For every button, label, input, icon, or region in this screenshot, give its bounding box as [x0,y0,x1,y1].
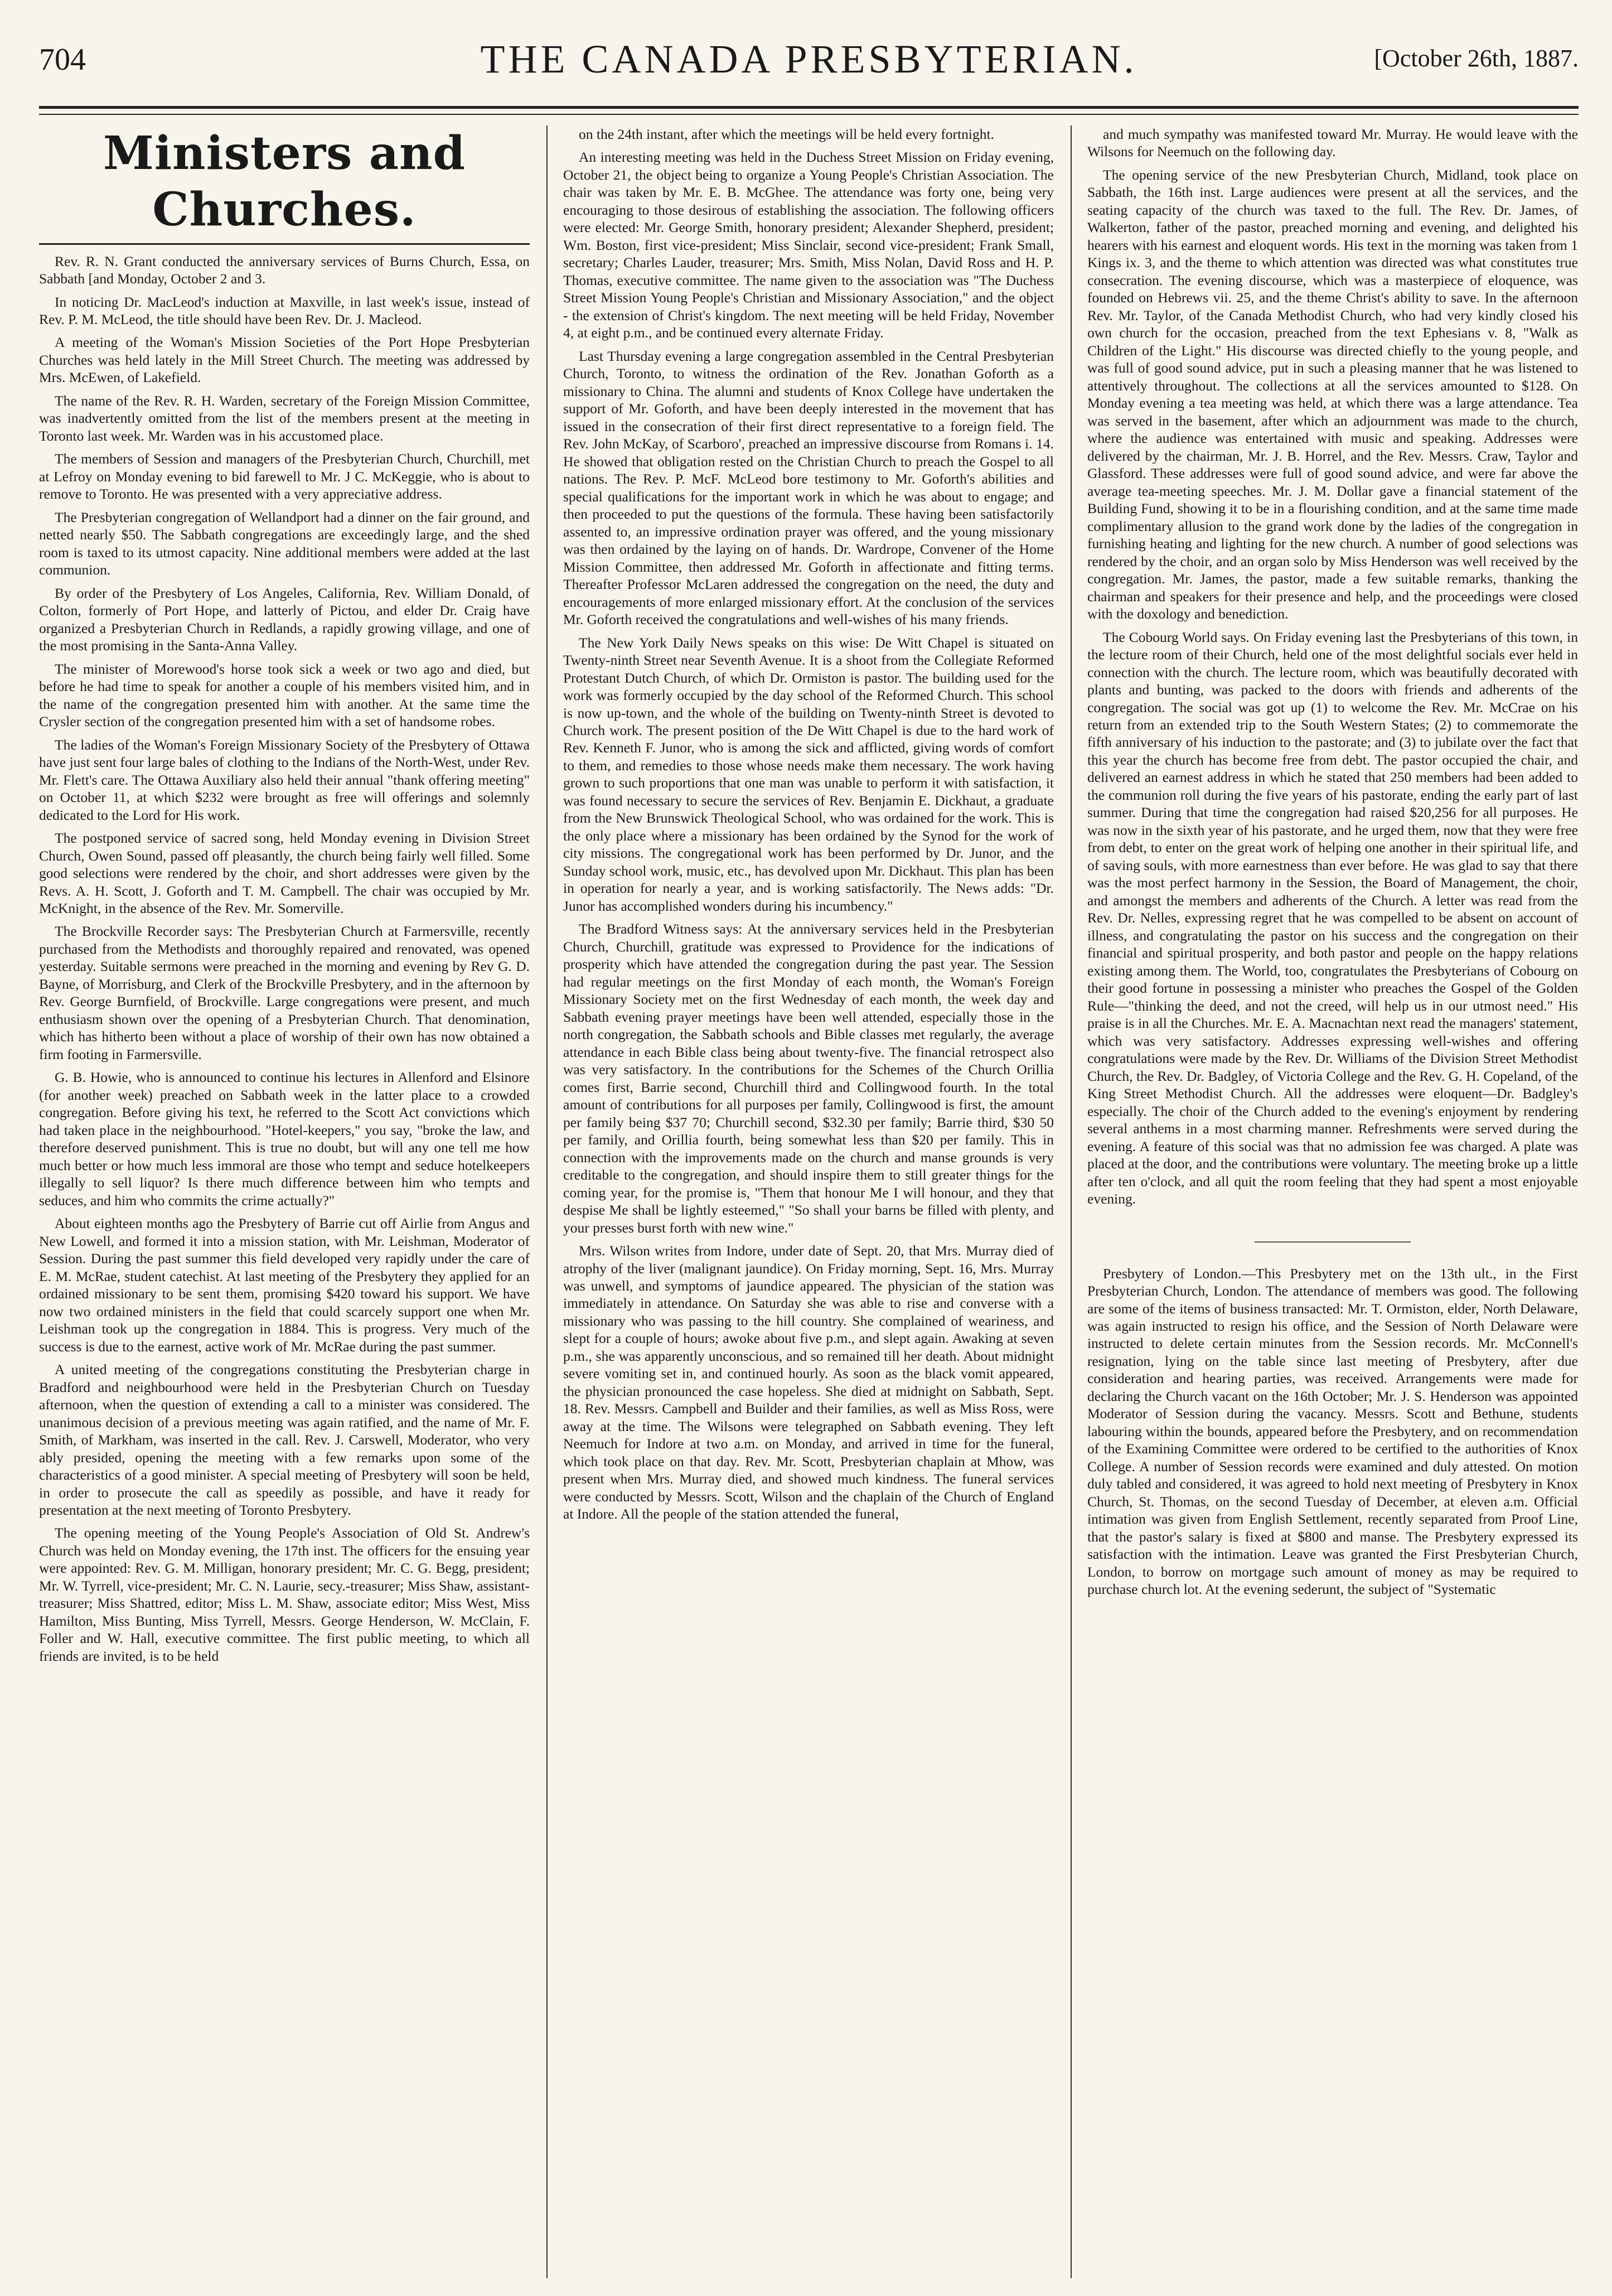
news-item: Presbytery of London.—This Presbytery met on the 13th ult., in the First Presbyterian Church, London. The attendance of members was good. The following are some of the items of business transacted: Mr. T. Ormiston, elder, North Delaware, was again instructed to resign his office, and the Session of North Delaware were instructed to delete certain minutes from the Session records. Mr. McConnell's resignation, lying on the table since last meeting of Presbytery, after due consideration and hearing parties, was received. Arrangements were made for declaring the Church vacant on the 16th October; Mr. J. S. Henderson was appointed Moderator of Session during the vacancy. Messrs. Scott and Bethune, students labouring within the bounds, appeared before the Presbytery, and on recommendation of the Examining Committee were ordered to be certified to the authorities of Knox College. A number of Session records were examined and duly attested. On motion duly tabled and considered, it was agreed to hold next meeting of Presbytery in Knox Church, St. Thomas, on the second Tuesday of December, at eleven a.m. Official intimation was given from English Settlement, recently separated from Proof Line, that the pastor's salary is fixed at $800 and manse. The Presbytery expressed its satisfaction with the intimation. Leave was granted the First Presbyterian Church, London, to borrow on mortgage such amount of money as may be required to purchase church lot. At the evening sederunt, the subject of "Systematic [1087,1265,1578,1598]
news-item: The Bradford Witness says: At the anniversary services held in the Presbyterian Church, Churchill, gratitude was expressed to Providence for the indications of prosperity which have attended the congregation during the past year. The Session had regular meetings on the first Monday of each month, the Woman's Foreign Missionary Society met on the first Wednesday of each month, the week day and Sabbath evening prayer meetings have been well attended, especially those in the north congregation, the Sabbath schools and Bible classes met regularly, the average attendance in each Bible class being about twenty-five. The financial retrospect also was very satisfactory. In the contributions for the Schemes of the Church Orillia comes first, Barrie second, Churchill third and Collingwood fourth. In the total amount of contributions for all purposes per family, Collingwood is first, the amount per family being $37 70; Churchill second, $32.30 per family; Barrie third, $30 50 per family, and Orillia fourth, being somewhat less than $20 per family. This in connection with the improvements made on the church and manse grounds is very creditable to the congregation, and should inspire them to still greater things for the coming year, for the promise is, "Them that honour Me I will honour, and they that despise Me shall be lightly esteemed," "So shall your barns be filled with plenty, and your presses burst forth with new wine." [563,921,1054,1236]
news-item: Last Thursday evening a large congregation assembled in the Central Presbyterian Church, Toronto, to witness the ordination of the Rev. Jonathan Goforth as a missionary to China. The alumni and students of Knox College have undertaken the support of Mr. Goforth, and have been deeply interested in the movement that has issued in the consecration of their first direct representative to a foreign field. The Rev. John McKay, of Scarboro', preached an impressive discourse from Romans i. 14. He showed that obligation rested on the Christian Church to preach the Gospel to all nations. The Rev. P. McF. McLeod bore testimony to Mr. Goforth's abilities and special qualifications for the important work in which he was about to engage; and then proceeded to put the questions of the formula. These having been satisfactorily assented to, an impressive ordination prayer was offered, and the young missionary was then ordained by the laying on of hands. Dr. Wardrope, Convener of the Home Mission Committee, then addressed Mr. Goforth in affectionate and fitting terms. Thereafter Professor McLaren addressed the congregation on the need, the duty and encouragements of more enlarged missionary effort. At the conclusion of the services Mr. Goforth received the congratulations and well-wishes of his many friends. [563,347,1054,628]
header-rule-thin [39,114,1579,115]
news-item: The Presbyterian congregation of Wellandport had a dinner on the fair ground, and netted nearly $50. The Sabbath congregations are exceedingly large, and the shed room is taxed to its utmost capacity. Nine additional members were added at the last communion. [39,509,530,578]
column-3 [1087,125,1578,2278]
news-item: The opening service of the new Presbyterian Church, Midland, took place on Sabbath, the 16th inst. Large audiences were present at all the services, and the seating capacity of the church was taxed to the full. The Rev. Dr. James, of Walkerton, father of the pastor, preached morning and evening, and delighted his hearers with his earnest and eloquent words. His text in the morning was taken from 1 Kings ix. 3, and the theme to which attention was directed was what constitutes true consecration. The evening discourse, which was a masterpiece of eloquence, was founded on Hebrews vii. 25, and the theme Christ's ability to save. In the afternoon Rev. Mr. Taylor, of the Canada Methodist Church, who had very kindly closed his own church for the occasion, preached from the text Ephesians v. 8, "Walk as Children of the Light." His discourse was directed chiefly to the young people, and was full of good sound advice, put in such a pleasing manner that he was listened to attentively throughout. The collections at all the services amounted to $128. On Monday evening a tea meeting was held, at which there was a large attendance. Tea was served in the basement, after which an adjournment was made to the church, where the audience was entertained with music and speaking. Addresses were delivered by the chairman, Mr. J. B. Horrel, and the Rev. Messrs. Craw, Taylor and Glassford. These addresses were full of good sound advice, and were far above the average tea-meeting speeches. Mr. J. M. Dollar gave a financial statement of the Building Fund, showing it to be in a flourishing condition, and at the same time made complimentary allusion to the grand work done by the ladies of the congregation in furnishing heating and lighting for the new church. A number of good selections was rendered by the choir, and an organ solo by Miss Henderson was well received by the congregation. Mr. James, the pastor, made a few suitable remarks, thanking the chairman and speakers for their presence and help, and the proceedings were closed with the doxology and benediction. [1087,166,1578,622]
issue-date: [October 26th, 1887. [1374,45,1579,72]
news-item: By order of the Presbytery of Los Angeles, California, Rev. William Donald, of Colton, formerly of Port Hope, and latterly of Pictou, and elder Dr. Craig have organized a Presbyterian Church in Redlands, a rapidly growing village, and one of the most promising in the Santa-Anna Valley. [39,584,530,654]
news-item: The ladies of the Woman's Foreign Missionary Society of the Presbytery of Ottawa have just sent four large bales of clothing to the Indians of the North-West, under Rev. Mr. Flett's care. The Ottawa Auxiliary also held their annual "thank offering meeting" on October 11, at which $232 were brought as free will offerings and solemnly dedicated to the Lord for His work. [39,736,530,823]
header-rule [39,106,1579,109]
column-divider [1071,125,1072,2278]
column-2 [563,125,1054,2278]
news-item: An interesting meeting was held in the Duchess Street Mission on Friday evening, October 21, the object being to organize a Young People's Christian Association. The chair was taken by Mr. E. B. McGhee. The attendance was forty one, being very encouraging to those desirous of establishing the association. The following officers were elected: Mr. George Smith, honorary president; Alexander Shepherd, president; Wm. Boston, first vice-president; Miss Sinclair, second vice-president; Frank Small, secretary; Charles Lauder, treasurer; Mrs. Smith, Miss Nolan, David Ross and H. P. Thomas, executive committee. The name given to the association was "The Duchess Street Mission Young People's Christian and Missionary Association," and the object - the extension of Christ's kingdom. The next meeting will be held Friday, November 4, at eight p.m., and be continued every alternate Friday. [563,149,1054,341]
news-item: Mrs. Wilson writes from Indore, under date of Sept. 20, that Mrs. Murray died of atrophy of the liver (malignant jaundice). On Friday morning, Sept. 16, Mrs. Murray was unwell, and symptoms of jaundice appeared. The physician of the station was immediately in attendance. On Saturday she was able to rise and converse with a missionary who was passing to the hill country. She complained of weariness, and slept for a couple of hours; awoke about five p.m., and slept again. Awaking at seven p.m., she was apparently unconscious, and so remained till her death. About midnight severe vomiting set in, and continued hourly. As soon as the black vomit appeared, the physician pronounced the case hopeless. She died at midnight on Sabbath, Sept. 18. Rev. Messrs. Campbell and Builder and their families, as well as Miss Ross, were away at the time. The Wilsons were telegraphed on Sabbath evening. They left Neemuch for Indore at two a.m. on Monday, and arrived in time for the funeral, which took place on that day. Rev. Mr. Scott, Presbyterian chaplain at Mhow, was present when Mrs. Murray died, and showed much kindness. The funeral services were conducted by Messrs. Scott, Wilson and the chaplain of the Church of England at Indore. All the people of the station attended the funeral, [563,1243,1054,1522]
page-number: 704 [39,42,86,77]
news-item: and much sympathy was manifested toward Mr. Murray. He would leave with the Wilsons for Neemuch on the following day. [1087,126,1578,160]
article-columns [39,125,1578,2278]
section-rule [39,243,530,245]
news-item: The Brockville Recorder says: The Presbyterian Church at Farmersville, recently purchased from the Methodists and thoroughly repaired and renovated, was opened yesterday. Suitable sermons were preached in the morning and evening by Rev G. D. Bayne, of Morrisburg, and Clerk of the Brockville Presbytery, and in the afternoon by Rev. George Burnfield, of Brockville. Large congregations were present, and much enthusiasm shown over the opening of a Presbyterian Church. That denomination, which has hitherto been without a place of worship of their own has now obtained a firm footing in Farmersville. [39,923,530,1062]
news-item: A united meeting of the congregations constituting the Presbyterian charge in Bradford and neighbourhood were held in the Presbyterian Church on Tuesday afternoon, when the question of extending a call to a minister was considered. The unanimous decision of a previous meeting was again ratified, and the name of Mr. F. Smith, of Markham, was inserted in the call. Rev. J. Carswell, Moderator, who very ably presided, opening the meeting with a few remarks upon some of the characteristics of a good minister. A special meeting of Presbytery will soon be held, in order to prosecute the call as speedily as possible, and have it ready for presentation at the next meeting of Toronto Presbytery. [39,1361,530,1518]
news-item: The Cobourg World says. On Friday evening last the Presbyterians of this town, in the lecture room of their Church, held one of the most delightful socials ever held in connection with the church. The lecture room, which was beautifully decorated with plants and bunting, was packed to the doors with friends and adherents of the congregation. The social was got up (1) to welcome the Rev. Mr. McCrae on his return from an extended trip to the South Western States; (2) to commemorate the fifth anniversary of his induction to the pastorate; and (3) to jubilate over the fact that this year the church has become free from debt. The pastor occupied the chair, and delivered an earnest address in which he stated that 250 members had been added to the communion roll during the five years of his pastorate, ending the early part of last summer. During that time the congregation had raised $20,256 for all purposes. He was now in the sixth year of his pastorate, and he urged them, now that they were free from debt, to enter on the great work of helping one another in their spiritual life, and of saving souls, with more earnestness than ever before. He was glad to say that there was the most perfect harmony in the Session, the Board of Management, the choir, and amongst the members and adherents of the Church. A letter was read from the Rev. Dr. Nelles, expressing regret that he was compelled to be absent on account of illness, and congratulating the pastor on his success and the congregation on their financial and spiritual prosperity, and both pastor and people on the happy relations existing among them. The World, too, congratulates the Presbyterians of Cobourg on their good fortune in possessing a minister who preaches the Gospel of the Golden Rule—"thinking the deed, and not the creed, will help us in our utmost need." His praise is in all the Churches. Mr. E. A. Macnachtan next read the managers' statement, which was very satisfactory. Addresses expressing well-wishes and offering congratulations were made by the Rev. Dr. Williams of the Division Street Methodist Church, the Rev. Dr. Badgley, of Victoria College and the Rev. G. H. Copeland, of the King Street Methodist Church. All the addresses were eloquent—Dr. Badgley's especially. The choir of the Church added to the evening's enjoyment by rendering several anthems in a most charming manner. Refreshments were served during the evening. A feature of this social was that no admission fee was charged. A plate was placed at the door, and the contributions were voluntary. The meeting broke up a little after ten o'clock, and all quit the room feeling that they had spent a most enjoyable evening. [1087,629,1578,1207]
news-item: About eighteen months ago the Presbytery of Barrie cut off Airlie from Angus and New Lowell, and formed it into a mission station, with Mr. Leishman, Moderator of Session. During the past summer this field developed very rapidly under the care of E. M. McRae, student catechist. At last meeting of the Presbytery they applied for an ordained missionary to be sent them, promising $420 toward his support. We have now two ordained ministers in the field that could scarcely support one when Mr. Leishman took up the congregation in 1884. This is progress. Very much of the success is due to the earnest, active work of Mr. McRae during the past summer. [39,1215,530,1355]
newspaper-title: THE CANADA PRESBYTERIAN. [480,37,1137,81]
column-divider [546,125,548,2278]
news-item: The members of Session and managers of the Presbyterian Church, Churchill, met at Lefroy on Monday evening to bid farewell to Mr. J C. McKeggie, who is about to remove to Toronto. He was presented with a very appreciative address. [39,451,530,502]
column-1 [39,125,530,2278]
news-item: G. B. Howie, who is announced to continue his lectures in Allenford and Elsinore (for another week) preached on Sabbath week in the latter place to a crowded congregation. Before giving his text, he referred to the Scott Act convictions which had taken place in the neighbourhood. "Hotel-keepers," you say, "broke the law, and therefore deserved punishment. This is true no doubt, but will any one tell me how much better or how much less immoral are those who tempt and seduce hotelkeepers illegally to sell liquor? Is there much difference between him who tempts and seduces, and him who commits the crime actually?" [39,1069,530,1209]
news-item: on the 24th instant, after which the meetings will be held every fortnight. [579,126,994,142]
news-item: The opening meeting of the Young People's Association of Old St. Andrew's Church was held on Monday evening, the 17th inst. The officers for the ensuing year were appointed: Rev. G. M. Milligan, honorary president; Mr. C. G. Begg, president; Mr. W. Tyrrell, vice-president; Mr. C. N. Laurie, secy.-treasurer; Miss Shaw, assistant-treasurer; Miss Shattred, editor; Miss L. M. Shaw, associate editor; Miss West, Miss Hamilton, Miss Bunting, Miss Tyrrell, Messrs. George Henderson, W. McClain, F. Foller and W. Hall, executive committee. The first public meeting, to which all friends are invited, is to be held [39,1525,530,1664]
news-item: The New York Daily News speaks on this wise: De Witt Chapel is situated on Twenty-ninth Street near Seventh Avenue. It is a shoot from the Collegiate Reformed Protestant Dutch Church, of which Dr. Ormiston is pastor. The building used for the work was formerly occupied by the day school of the Reformed Church. This school is now up-town, and the whole of the building on Twenty-ninth Street is devoted to Church work. The present position of the De Witt Chapel is due to the hard work of Rev. Kenneth F. Junor, who is among the sick and afflicted, giving words of comfort to them, and remedies to those whose needs make them necessary. The work having grown to such proportions that one man was unable to perform it with satisfaction, it was found necessary to secure the services of Rev. Benjamin E. Dickhaut, a graduate from the New Brunswick Theological School, who was ordained for the work. This is the only place where a missionary has been ordained by the Synod for the work of city missions. The congregational work has been performed by Dr. Junor, and the Sunday school work, music, etc., has devolved upon Mr. Dickhaut. This plan has been in operation for nearly a year, and is working satisfactorily. The News adds: "Dr. Junor has accomplished wonders during his incumbency." [563,634,1054,914]
news-item: In noticing Dr. MacLeod's induction at Maxville, in last week's issue, instead of Rev. P. M. McLeod, the title should have been Rev. Dr. J. Macleod. [39,293,530,327]
news-item: The minister of Morewood's horse took sick a week or two ago and died, but before he had time to speak for another a couple of his members visited him, and in the name of the congregation presented him with another. At the same time the Crysler section of the congregation presented him with a set of handsome robes. [39,660,530,730]
item-separator [1255,1214,1411,1243]
masthead [39,31,1579,109]
section-heading: Ministers and Churches. [103,127,466,237]
news-item: Rev. R. N. Grant conducted the anniversary services of Burns Church, Essa, on Sabbath [and Monday, October 2 and 3. [39,253,530,287]
news-item: A meeting of the Woman's Mission Societies of the Port Hope Presbyterian Churches was held lately in the Mill Street Church. The meeting was addressed by Mrs. McEwen, of Lakefield. [39,334,530,386]
news-item: The name of the Rev. R. H. Warden, secretary of the Foreign Mission Committee, was inadvertently omitted from the list of the members present at the meeting in Toronto last week. Mr. Warden was in his accustomed place. [39,392,530,444]
news-item: The postponed service of sacred song, held Monday evening in Division Street Church, Owen Sound, passed off pleasantly, the church being fairly well filled. Some good selections were rendered by the choir, and short addresses were given by the Revs. A. H. Scott, J. Goforth and T. M. Campbell. The chair was occupied by Mr. McKnight, in the absence of the Rev. Mr. Somerville. [39,830,530,916]
